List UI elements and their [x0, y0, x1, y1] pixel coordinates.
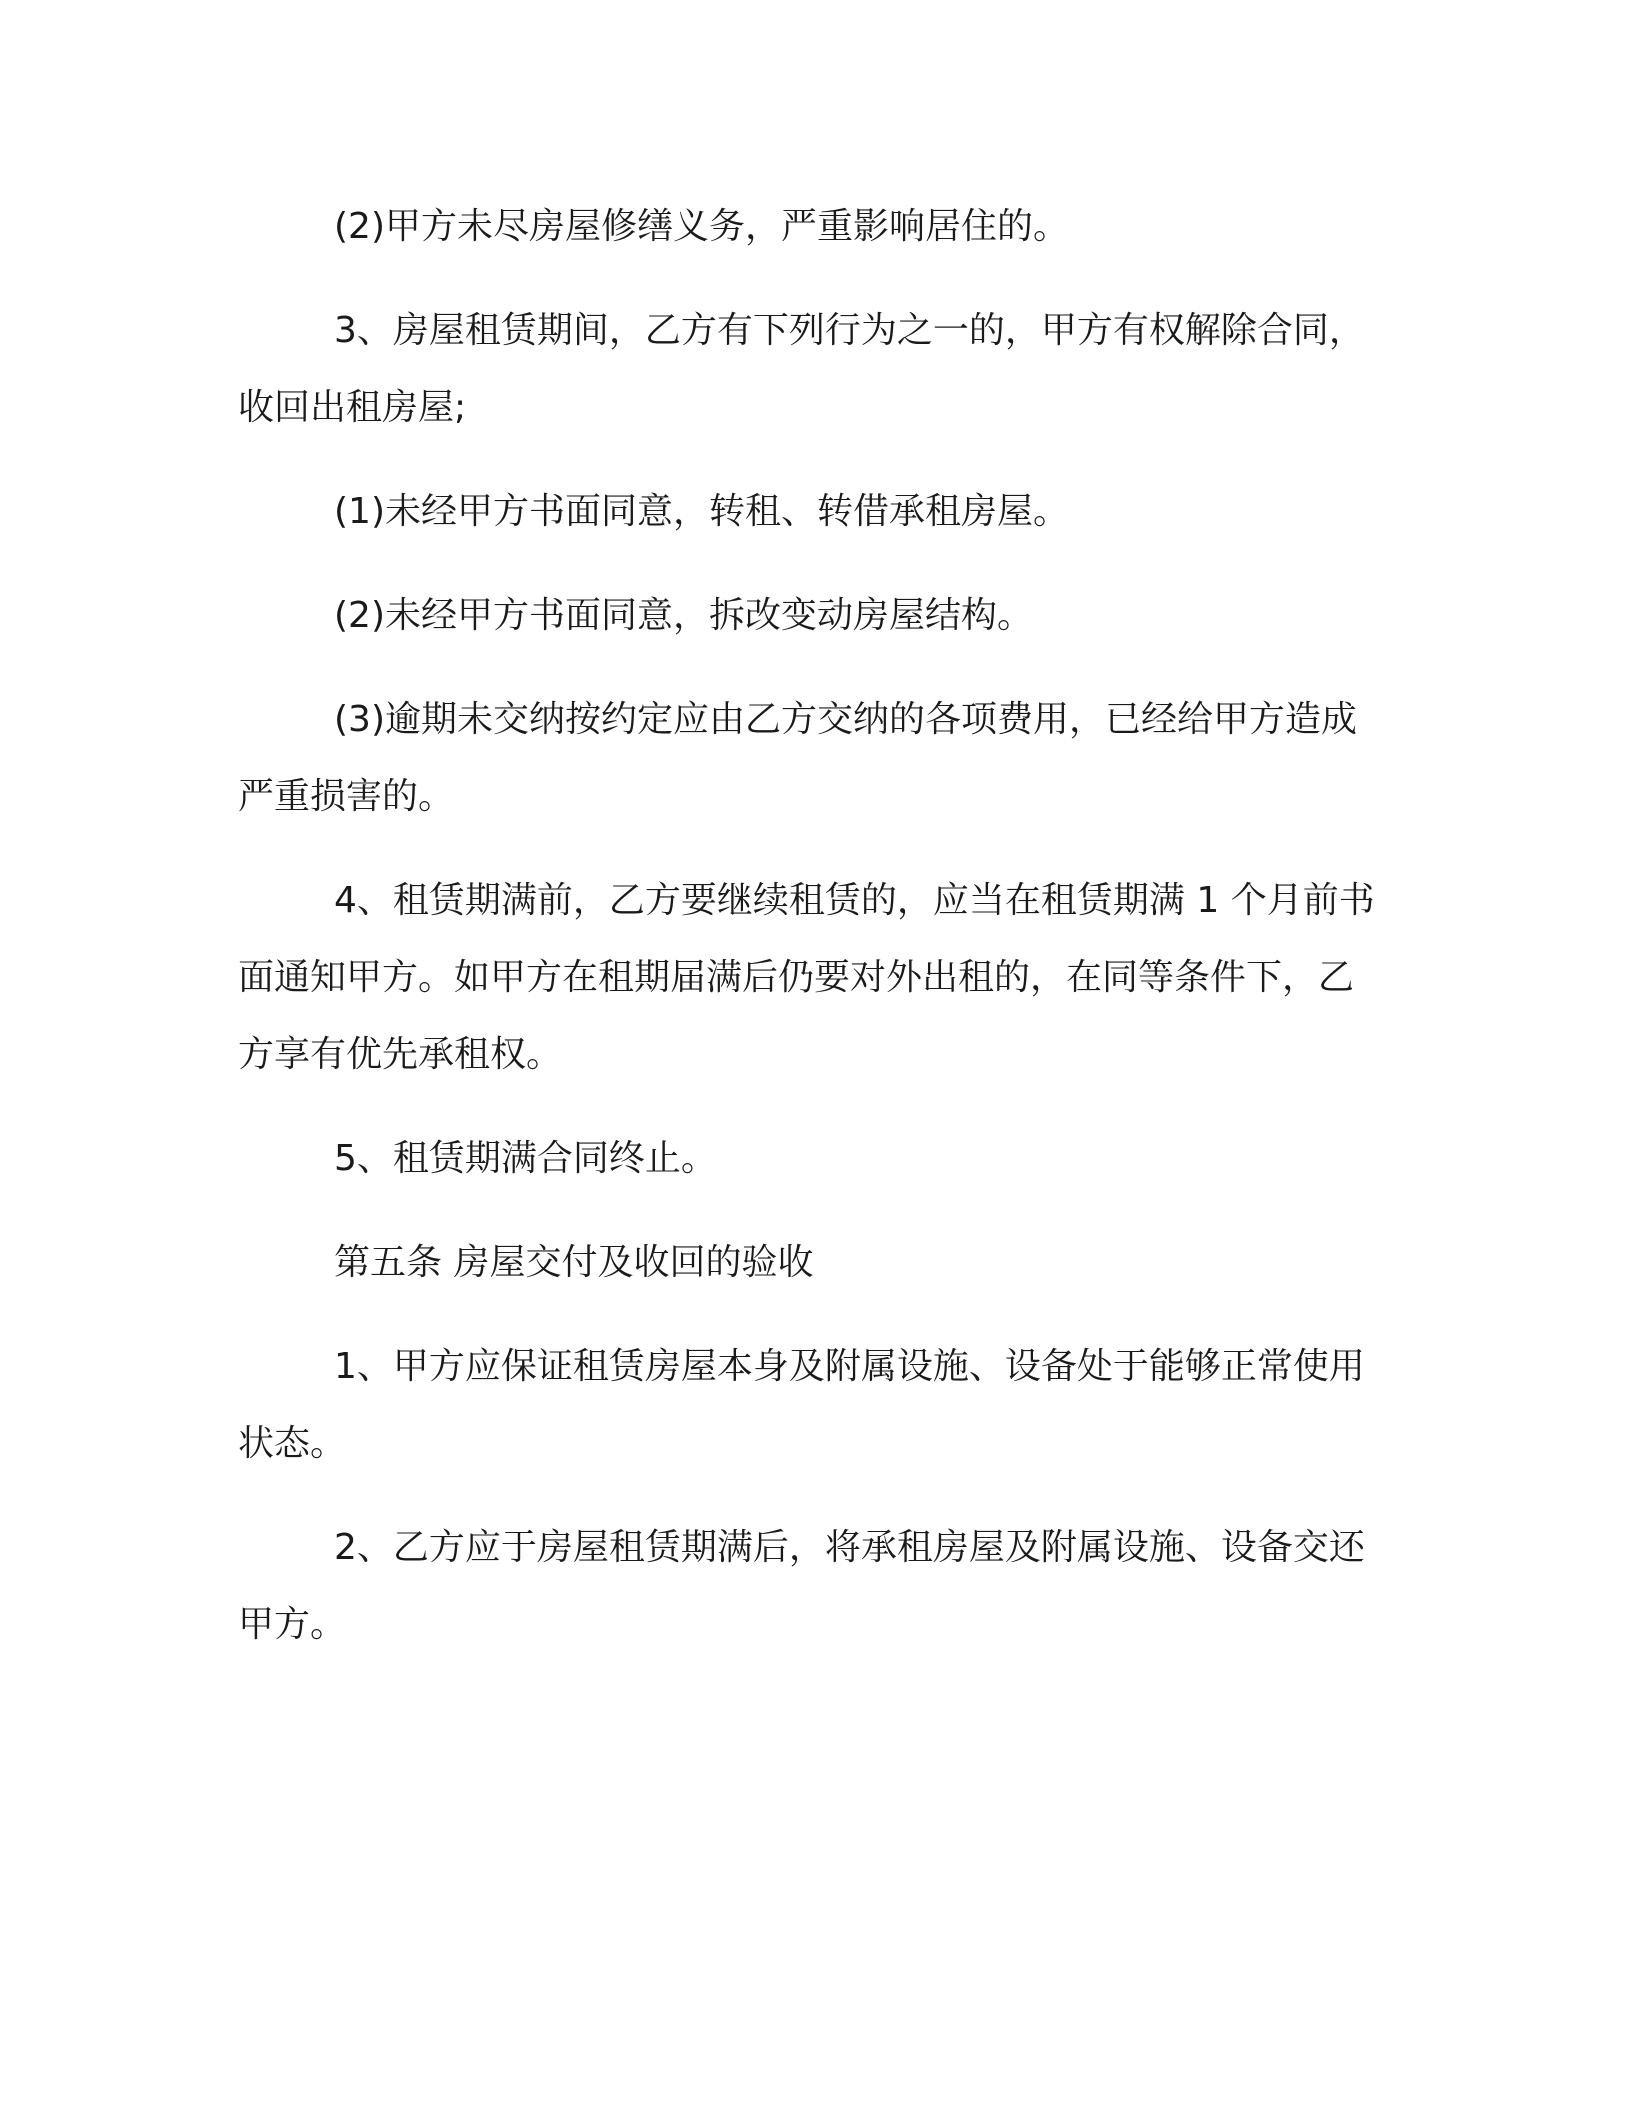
clause-3-1-sublet-without-consent: (1)未经甲方书面同意，转租、转借承租房屋。 — [334, 491, 1069, 532]
clause-4-renewal-notice: 4、租赁期满前，乙方要继续租赁的，应当在租赁期满 1 个月前书面通知甲方。如甲方在租期届满后仍要对外出租的，在同等条件下，乙方享有优先承租权。 — [238, 880, 1375, 1075]
article-5-clause-2-return-property: 2、乙方应于房屋租赁期满后，将承租房屋及附属设施、设备交还甲方。 — [238, 1527, 1365, 1645]
clause-3-3-overdue-fees: (3)逾期未交纳按约定应由乙方交纳的各项费用，已经给甲方造成严重损害的。 — [238, 699, 1357, 817]
article-5-heading: 第五条 房屋交付及收回的验收 — [334, 1242, 814, 1283]
clause-3-landlord-termination-rights: 3、房屋租赁期间，乙方有下列行为之一的，甲方有权解除合同，收回出租房屋; — [238, 310, 1365, 428]
document-body — [238, 188, 1378, 1663]
clause-2-2-landlord-repair-duty: (2)甲方未尽房屋修缮义务，严重影响居住的。 — [334, 206, 1069, 247]
clause-5-lease-expiry: 5、租赁期满合同终止。 — [334, 1138, 717, 1179]
article-5-clause-1-handover-condition: 1、甲方应保证租赁房屋本身及附属设施、设备处于能够正常使用状态。 — [238, 1346, 1365, 1464]
clause-3-2-structural-alteration: (2)未经甲方书面同意，拆改变动房屋结构。 — [334, 595, 1033, 636]
